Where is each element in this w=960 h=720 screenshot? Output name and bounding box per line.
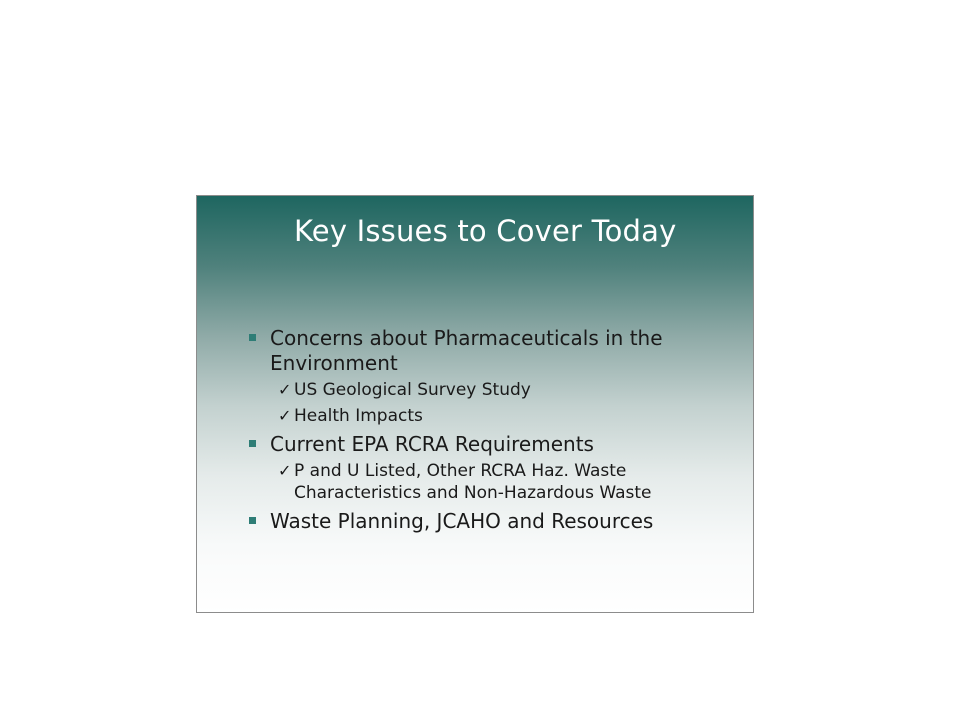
bullet-item xyxy=(249,509,739,534)
sub-list xyxy=(270,379,739,427)
bullet-text: Waste Planning, JCAHO and Resources xyxy=(270,509,654,533)
square-bullet-icon xyxy=(249,517,256,524)
checkmark-icon: ✓ xyxy=(278,406,292,425)
bullet-item xyxy=(249,432,739,504)
checkmark-icon: ✓ xyxy=(278,380,292,399)
sub-item-text: Health Impacts xyxy=(294,406,423,426)
sub-item-text: US Geological Survey Study xyxy=(294,380,531,400)
checkmark-icon: ✓ xyxy=(278,461,292,480)
sub-item-text: P and U Listed, Other RCRA Haz. Waste Characteristics and Non-Hazardous Waste xyxy=(294,461,652,503)
sub-list xyxy=(270,460,739,504)
sub-item xyxy=(270,460,739,504)
sub-item xyxy=(270,379,739,401)
square-bullet-icon xyxy=(249,440,256,447)
bullet-list xyxy=(249,326,739,539)
slide xyxy=(196,195,754,613)
bullet-text: Concerns about Pharmaceuticals in the Environment xyxy=(270,326,663,375)
slide-title: Key Issues to Cover Today xyxy=(294,214,677,248)
bullet-text: Current EPA RCRA Requirements xyxy=(270,432,594,456)
sub-item xyxy=(270,405,739,427)
bullet-item xyxy=(249,326,739,427)
square-bullet-icon xyxy=(249,334,256,341)
